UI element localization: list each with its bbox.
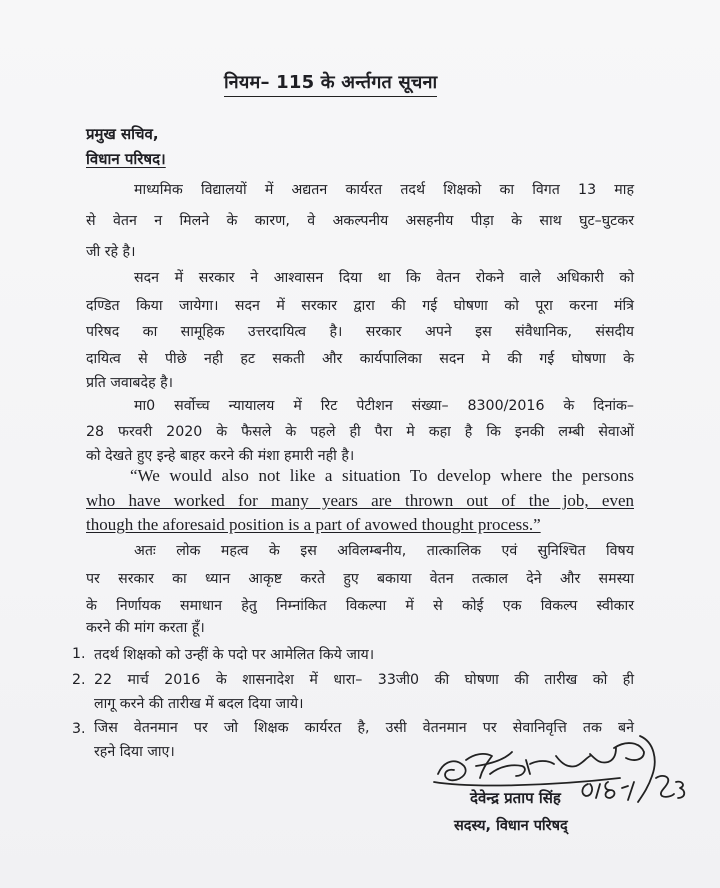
paragraph-2-line-5: प्रति जवाबदेह है। [86,375,174,391]
paragraph-2-line-2: दण्डित किया जायेगा। सदन में सरकार द्वारा की गई घोषणा को पूरा करना मंत्रि [86,298,634,314]
option-3-line-1: जिस वेतनमान पर जो शिक्षक कार्यरत है, उसी वेतनमान पर सेवानिवृत्ति तक बने [94,720,634,736]
paragraph-2-line-1: सदन में सरकार ने आश्वासन दिया था कि वेतन रोकने वाले अधिकारी को [134,270,634,286]
paragraph-2-line-3: परिषद का सामूहिक उत्तरदायित्व है। सरकार अपने इस संवैधानिक, संसदीय [86,324,634,340]
option-1-line-1: तदर्थ शिक्षको को उन्हीं के पदो पर आमेलित किये जाय। [94,647,375,663]
option-3-number: 3. [72,721,86,737]
paragraph-3-line-2: 28 फरवरी 2020 के फैसले के पहले ही पैरा मे कहा है कि इनकी लम्बी सेवाओं [86,424,634,440]
option-2-number: 2. [72,672,86,688]
signer-designation: सदस्य, विधान परिषद् [454,818,568,834]
quote-line-3: though the aforesaid position is a part of avowed thought process.” [86,515,541,534]
salutation [86,122,166,172]
option-2-line-2: लागू करने की तारीख में बदल दिया जाये। [94,696,304,712]
request-line-4: करने की मांग करता हूँ। [86,620,205,636]
signer-name: देवेन्द्र प्रताप सिंह [470,789,561,807]
document-title: नियम– 115 के अर्न्तगत सूचना [224,70,437,97]
option-2-line-1: 22 मार्च 2016 के शासनादेश में धारा– 33जी0 की घोषणा की तारीख को ही [94,672,634,688]
request-line-1: अतः लोक महत्व के इस अविलम्बनीय, तात्कालिक एवं सुनिश्चित विषय [134,543,634,559]
request-line-3: के निर्णायक समाधान हेतु निम्नांकित विकल्पा में से कोई एक विकल्प स्वीकार [86,598,634,614]
paragraph-2-line-4: दायित्व से पीछे नही हट सकती और कार्यपालिका सदन मे की गई घोषणा के [86,351,634,367]
request-line-2: पर सरकार का ध्यान आकृष्ट करते हुए बकाया वेतन तत्काल देने और समस्या [86,571,634,587]
salutation-line-2: विधान परिषद। [86,150,166,168]
option-3-line-2: रहने दिया जाए। [94,744,175,760]
paragraph-3-line-1: मा0 सर्वोच्च न्यायालय में रिट पेटीशन संख्या– 8300/2016 के दिनांक– [134,398,634,414]
paragraph-1-line-1: माध्यमिक विद्यालयों में अद्यतन कार्यरत तदर्थ शिक्षको का विगत 13 माह [134,182,634,198]
paragraph-1-line-2: से वेतन न मिलने के कारण, वे अकल्पनीय असहनीय पीड़ा के साथ घुट–घुटकर [86,213,634,229]
paragraph-1-line-3: जी रहे है। [86,244,136,260]
option-1-number: 1. [72,646,86,662]
quote-line-2: who have worked for many years are thrown out of the job, even [86,491,634,510]
quote-line-1: “We would also not like a situation To develop where the persons [130,466,634,485]
paragraph-3-line-3: को देखते हुए इन्हे बाहर करने की मंशा हमारी नही है। [86,448,355,464]
salutation-line-1: प्रमुख सचिव, [86,125,159,143]
